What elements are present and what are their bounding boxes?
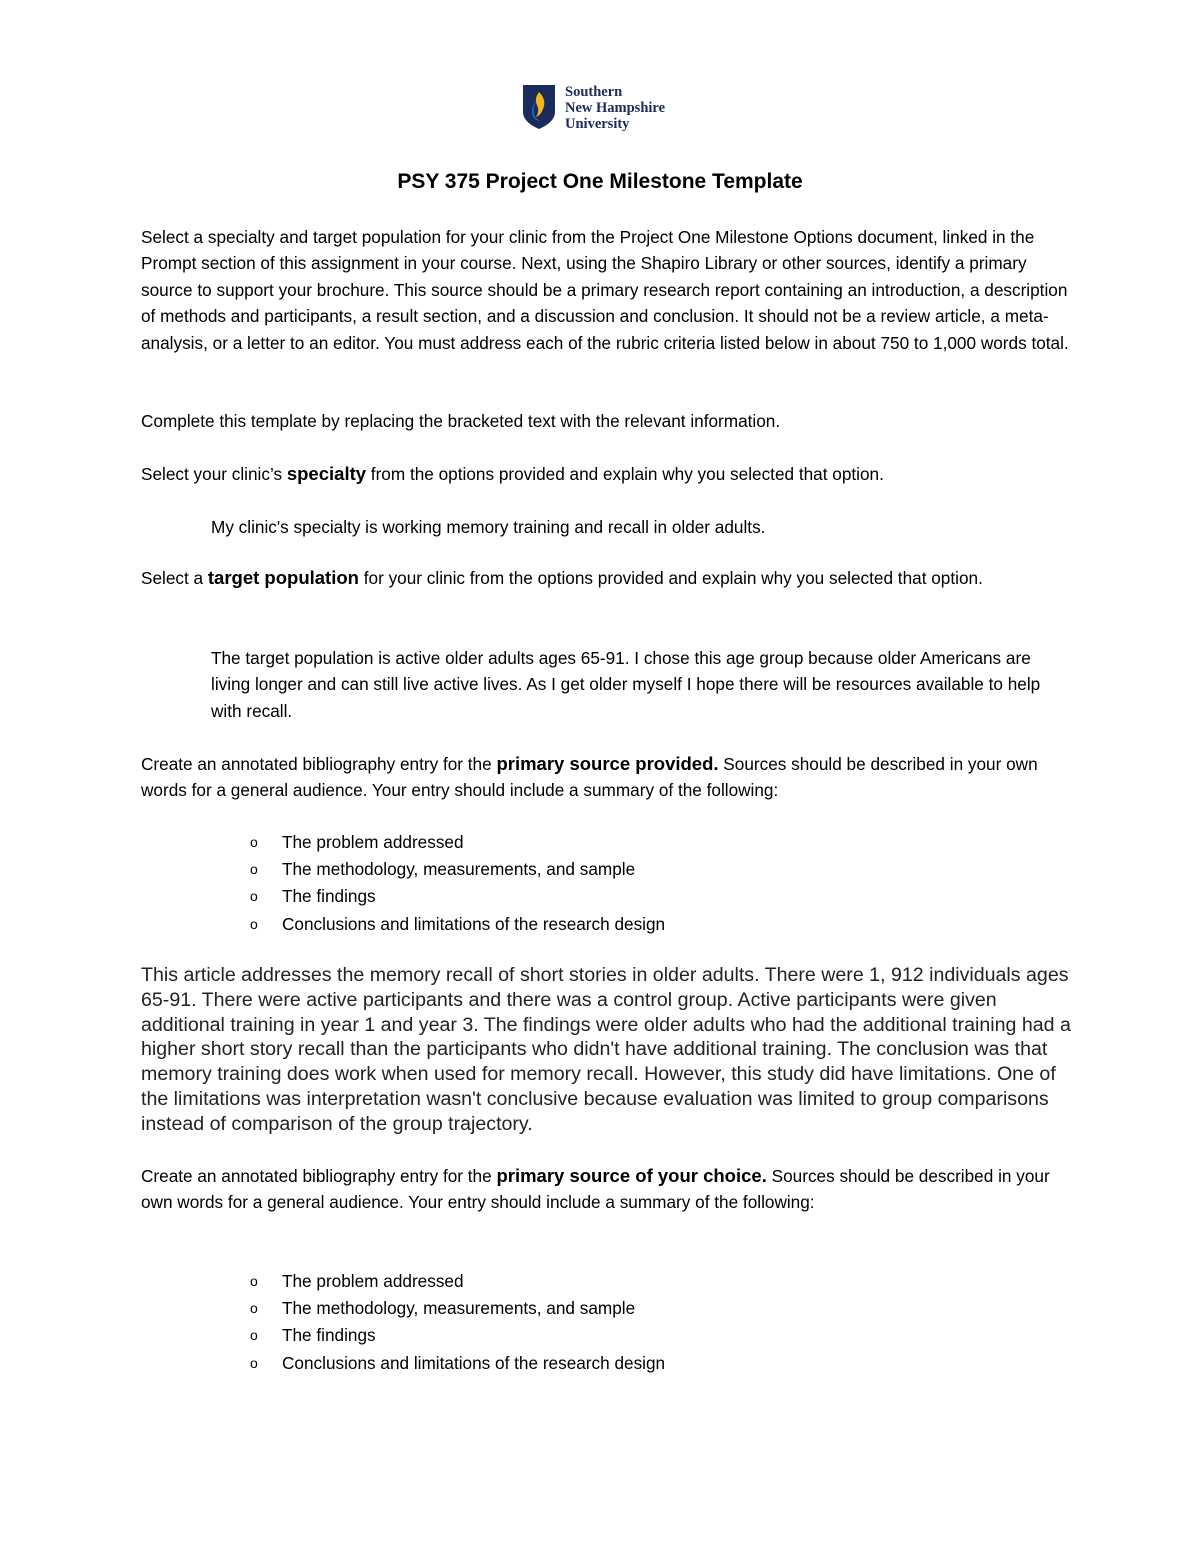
logo-line-1: Southern: [565, 84, 623, 100]
list-item: [250, 829, 665, 856]
specialty-prompt-after: from the options provided and explain why you selected that option.: [366, 464, 884, 484]
population-prompt-before: Select a: [141, 568, 208, 588]
population-prompt-after: for your clinic from the options provided and explain why you selected that option.: [358, 568, 983, 588]
list-item-text: The findings: [282, 1325, 376, 1346]
bib2-prompt-bold: primary source of your choice.: [496, 1165, 767, 1186]
bullet-marker: o: [250, 1273, 258, 1289]
list-item: [250, 1295, 665, 1322]
bullet-marker: o: [250, 861, 258, 878]
bib2-prompt-after: Sources should be described in your own words for a general audience. Your entry should include a summary of the following:: [141, 1166, 1050, 1213]
list-item: [250, 1350, 665, 1377]
bib1-prompt-before: Create an annotated bibliography entry for the: [141, 754, 497, 774]
document-title: PSY 375 Project One Milestone Template: [397, 170, 803, 193]
specialty-answer: My clinic's specialty is working memory training and recall in older adults.: [211, 517, 766, 537]
list-item: [250, 911, 665, 938]
flame-shield-icon: [522, 84, 556, 130]
bib2-prompt-before: Create an annotated bibliography entry for the: [141, 1166, 497, 1186]
bullet-list-1: [250, 829, 665, 938]
population-answer: The target population is active older adults ages 65-91. I chose this age group because older Americans are living longer and can still live active lives. As I get older myself I hope there will be resources available to help with recall.: [211, 648, 1041, 721]
list-item-text: The findings: [282, 886, 376, 907]
bullet-marker: o: [250, 1354, 258, 1371]
bullet-list-2: [250, 1268, 665, 1377]
logo-wordmark: [565, 84, 665, 132]
list-item-text: The problem addressed: [282, 832, 464, 852]
bib1-prompt-bold: primary source provided.: [496, 753, 719, 774]
specialty-prompt-bold: specialty: [286, 463, 367, 484]
bullet-marker: o: [250, 915, 258, 932]
population-prompt-bold: target population: [207, 567, 359, 588]
bullet-marker: o: [250, 1327, 258, 1344]
list-item-text: The methodology, measurements, and sample: [282, 859, 636, 880]
bib1-prompt-after: Sources should be described in your own words for a general audience. Your entry should include a summary of the following:: [141, 754, 1038, 801]
list-item-text: Conclusions and limitations of the research design: [282, 1352, 666, 1373]
specialty-prompt-before: Select your clinic’s: [141, 464, 287, 484]
bullet-marker: o: [250, 888, 258, 905]
university-logo: [522, 84, 665, 132]
list-item: [250, 1322, 665, 1349]
bibliography-1-answer: This article addresses the memory recall of short stories in older adults. There were 1, 912 individuals ages 65-91. There were active participants and there was a control group. Active participants were given additional training in year 1 and year 3. The findings were older adults who had the additional training had a higher short story recall than the participants who didn't have additional training. The conclusion was that memory training does work when used for memory recall. However, this study did have limitations. One of the limitations was interpretation wasn't conclusive because evaluation was limited to group comparisons instead of comparison of the group trajectory.: [141, 964, 1071, 1135]
list-item: [250, 883, 665, 910]
bullet-marker: o: [250, 834, 258, 850]
bullet-marker: o: [250, 1300, 258, 1317]
specialty-prompt: [141, 461, 1071, 487]
bibliography-2-prompt: [141, 1163, 1071, 1216]
list-item-text: Conclusions and limitations of the research design: [282, 913, 666, 934]
bibliography-1-prompt: [141, 751, 1071, 804]
list-item: [250, 856, 665, 883]
list-item-text: The methodology, measurements, and sample: [282, 1298, 636, 1319]
list-item: [250, 1268, 665, 1295]
logo-line-2: New Hampshire: [565, 100, 666, 116]
population-prompt: [141, 565, 1071, 591]
list-item-text: The problem addressed: [282, 1271, 464, 1291]
instruction-paragraph: Complete this template by replacing the bracketed text with the relevant information.: [141, 411, 781, 431]
intro-paragraph: Select a specialty and target population for your clinic from the Project One Milestone Options document, linked in the Prompt section of this assignment in your course. Next, using the Shapiro Library or other sources, identify a primary source to support your brochure. This source should be a primary research report containing an introduction, a description of methods and participants, a result section, and a discussion and conclusion. It should not be a review article, a meta-analysis, or a letter to an editor. You must address each of the rubric criteria listed below in about 750 to 1,000 words total.: [141, 227, 1069, 353]
logo-line-3: University: [565, 116, 630, 132]
